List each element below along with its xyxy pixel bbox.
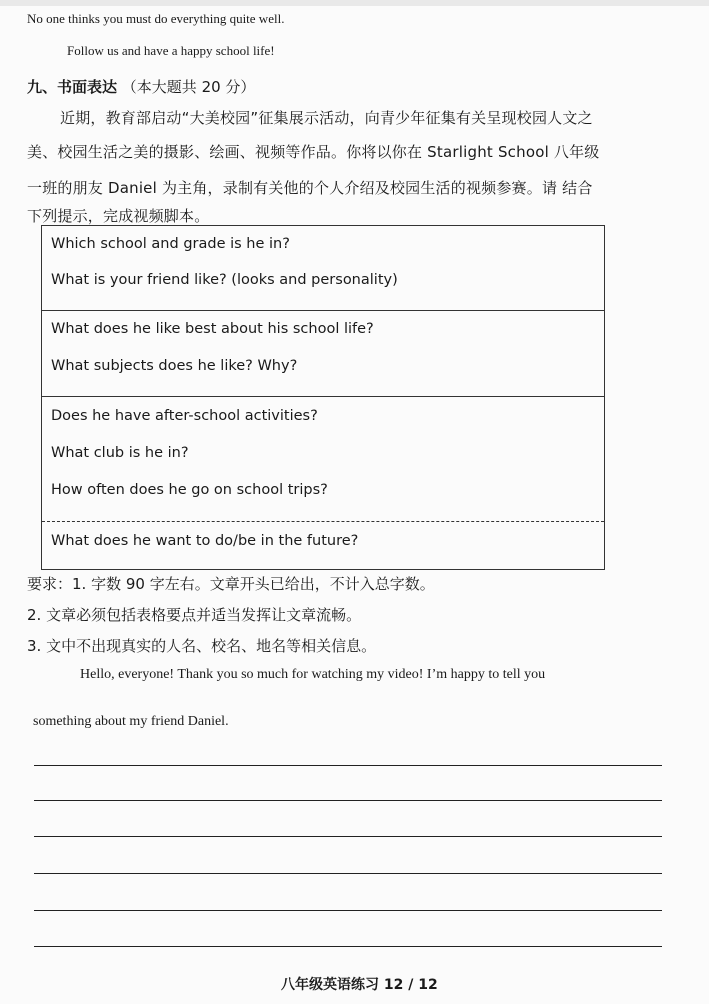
table-question: What does he like best about his school life? <box>51 321 374 337</box>
table-divider <box>42 396 604 397</box>
page-footer: 八年级英语练习 12 / 12 <box>281 977 438 993</box>
answer-line[interactable] <box>34 800 662 801</box>
prompt-line-2: 美、校园生活之美的摄影、绘画、视频等作品。你将以你在 Starlight School 八年级 <box>27 143 600 161</box>
essay-start-line-2: something about my friend Daniel. <box>33 714 229 729</box>
essay-start-line-1: Hello, everyone! Thank you so much for watching my video! I’m happy to tell you <box>80 667 546 682</box>
table-question: What is your friend like? (looks and personality) <box>51 272 398 288</box>
section-number: 九、书面表达 <box>27 78 118 96</box>
table-question: What club is he in? <box>51 445 189 461</box>
table-question: What does he want to do/be in the future? <box>51 533 359 549</box>
table-divider-dashed <box>42 521 604 522</box>
section-score: （本大题共 20 分） <box>121 78 256 96</box>
answer-line[interactable] <box>34 873 662 874</box>
section-heading <box>27 76 255 97</box>
prompt-line-3: 一班的朋友 Daniel 为主角，录制有关他的个人介绍及校园生活的视频参赛。请 结合 <box>27 179 593 197</box>
table-question: What subjects does he like? Why? <box>51 358 298 374</box>
requirement-1: 要求：1. 字数 90 字左右。文章开头已给出，不计入总字数。 <box>27 575 435 593</box>
table-divider <box>42 310 604 311</box>
prompt-line-1: 近期，教育部启动“大美校园”征集展示活动，向青少年征集有关呈现校园人文之 <box>60 109 593 127</box>
answer-line[interactable] <box>34 946 662 947</box>
previous-answer-line-2: Follow us and have a happy school life! <box>67 43 275 58</box>
prompt-line-4: 下列提示，完成视频脚本。 <box>27 207 210 225</box>
requirement-3: 3. 文中不出现真实的人名、校名、地名等相关信息。 <box>27 637 377 655</box>
writing-prompt-table <box>41 225 605 570</box>
table-question: Does he have after-school activities? <box>51 408 318 424</box>
answer-line[interactable] <box>34 765 662 766</box>
table-question: Which school and grade is he in? <box>51 236 290 252</box>
answer-line[interactable] <box>34 910 662 911</box>
answer-line[interactable] <box>34 836 662 837</box>
table-question: How often does he go on school trips? <box>51 482 328 498</box>
previous-answer-line-1: No one thinks you must do everything quite well. <box>27 11 285 26</box>
page-top-edge <box>0 0 709 6</box>
requirement-2: 2. 文章必须包括表格要点并适当发挥让文章流畅。 <box>27 606 362 624</box>
